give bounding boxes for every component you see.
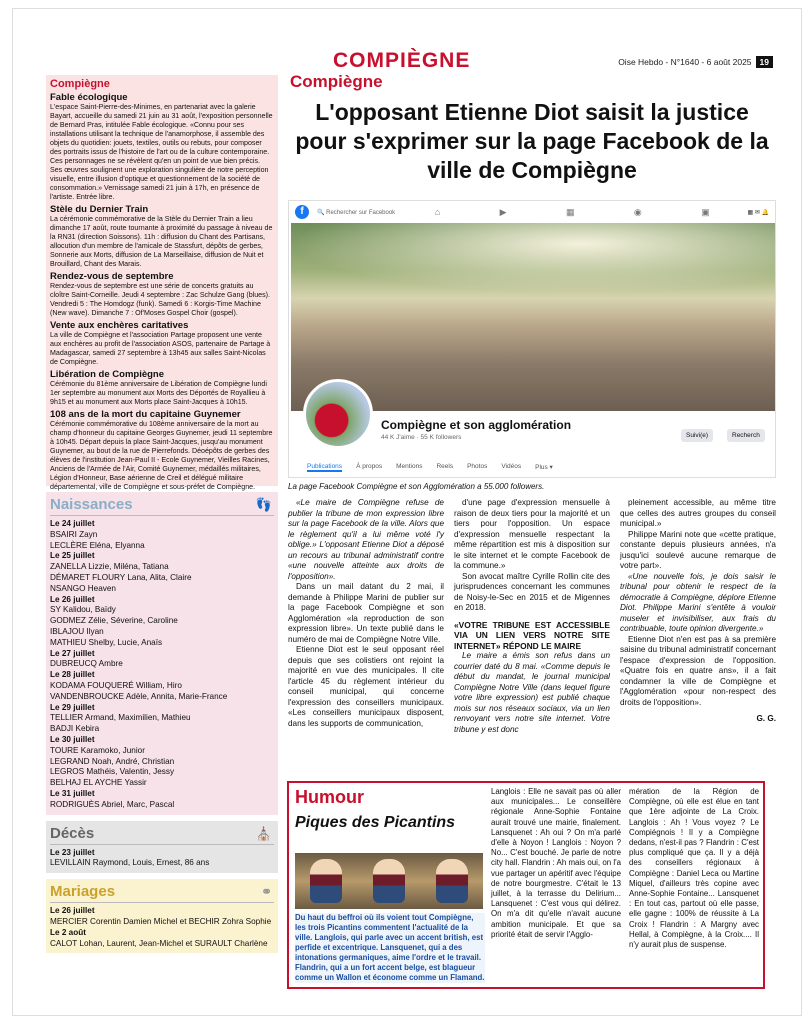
- fb-tab: Photos: [467, 463, 488, 470]
- church-icon: ⛪: [255, 825, 272, 841]
- mariages-box: [46, 879, 278, 953]
- date-line: Le 29 juillet: [50, 702, 95, 712]
- name-line: LEGROS Mathéis, Valentin, Jessy: [50, 767, 175, 777]
- date-line: Le 31 juillet: [50, 788, 95, 798]
- humour-subtitle: Piques des Picantins: [295, 814, 456, 831]
- agenda-city: Compiègne: [50, 78, 110, 90]
- fb-tab: Reels: [436, 463, 454, 470]
- fb-search: 🔍 Rechercher sur Facebook: [317, 209, 396, 216]
- agenda-item-text: Cérémonie du 81ème anniversaire de Libération de Compiègne lundi 1er septembre au monument aux Morts des Déportés de Royallieu à 9h15 et au monument aux Morts place Saint-Jacques à 10h15.: [50, 380, 267, 406]
- fb-tab: Vidéos: [501, 463, 522, 470]
- fb-avatar: [303, 379, 373, 449]
- agenda-box: [46, 75, 278, 491]
- name-line: SY Kalidou, Baïdy: [50, 605, 116, 615]
- fb-tab: Publications: [307, 463, 343, 470]
- fb-nav-icons: [405, 207, 739, 218]
- agenda-item-title: Fable écologique: [50, 92, 128, 103]
- name-line: ZANELLA Lizzie, Miléna, Tatiana: [50, 562, 169, 572]
- date-line: Le 24 juillet: [50, 519, 95, 528]
- fb-page-name: Compiègne et son agglomération: [381, 418, 572, 432]
- agenda-item-title: 108 ans de la mort du capitaine Guynemer: [50, 409, 241, 420]
- name-line: GODMEZ Zélie, Séverine, Caroline: [50, 616, 178, 626]
- article-signature: G. G.: [756, 714, 776, 723]
- deces-list: [50, 848, 274, 870]
- article-paragraph: Etienne Diot n'en est pas à sa première saisine du tribunal administratif concernant l'espace d'expression de l'opposition. «Quatre fois en quatre ans», il a fait condamner la ville de Compiègne et l'Agglomération «pour non-respect des droits de l'opposition».: [620, 634, 776, 707]
- name-line: KODAMA FOUQUERÉ William, Hiro: [50, 680, 182, 690]
- date-line: Le 26 juillet: [50, 594, 95, 604]
- name-line: IBLAJOU Ilyan: [50, 626, 104, 636]
- fb-cover-photo: [291, 223, 775, 411]
- name-line: BSAIRI Zayn: [50, 529, 98, 539]
- article-kicker: Compiègne: [290, 72, 383, 91]
- naissances-list: [50, 519, 274, 811]
- date-line: Le 27 juillet: [50, 648, 95, 658]
- video-icon: ▶: [499, 206, 507, 217]
- date-line: Le 2 août: [50, 927, 86, 937]
- article-paragraph: Philippe Marini note que «cette pratique, constante depuis plusieurs années, n'a jusqu'ici soulevé aucune remarque de votre part».: [620, 529, 776, 570]
- agenda-item-title: Rendez-vous de septembre: [50, 271, 174, 282]
- fb-tab: Mentions: [396, 463, 423, 470]
- article-paragraph: «Une nouvelle fois, je dois saisir le tribunal pour obtenir le respect de la démocratie à Compiègne, déplore Etienne Diot. Philippe Marini s'entête à vouloir museler et invisibiliser, aux frais du contribuable, toute opinion divergente.»: [620, 571, 776, 633]
- mariages-title: Mariages ⚭: [50, 881, 274, 903]
- agenda-items: [50, 92, 274, 492]
- groups-icon: ◉: [633, 206, 642, 217]
- name-line: NSANGO Heaven: [50, 583, 116, 593]
- humour-box: [287, 781, 765, 989]
- article-body: [288, 498, 776, 735]
- photo-caption: La page Facebook Compiègne et son Agglomération a 55.000 followers.: [288, 482, 545, 491]
- article-paragraph: «Le maire de Compiègne refuse de publier la tribune de mon expression libre sur la page Facebook de la ville. Alors que le règlement qu'il a lui même voté l'y oblige.» L'opposant Etienne Diot a déposé un recours au tribunal administratif contre «une nouvelle atteinte aux droits de l'opposition».: [288, 498, 444, 581]
- agenda-item-text: La cérémonie commémorative de la Stèle du Dernier Train a lieu dimanche 17 août, route tournante à proximité du passage à niveau de la RN31 (direction Soissons). 11h : diffusion du Chant des Partisans, allocution d'un membre de l'amicale de Stassfurt, dépôts de gerbes, Sonnerie aux Morts, diffusion de La Marseillaise, diffusion de Nuit et Brouillard, Chant des Marais.: [50, 215, 273, 268]
- name-line: LEVILLAIN Raymond, Louis, Ernest, 86 ans: [50, 858, 210, 868]
- article-paragraph: d'une page d'expression mensuelle à raison de deux tiers pour la majorité et un tiers pour l'opposition. Un espace d'expression mensuelle respectant la même répartition est mis à disposition sur le site internet et le compte Facebook de la commune.»: [454, 498, 610, 570]
- fb-likes: 44 K J'aime · 55 K followers: [381, 434, 462, 441]
- picantins-illustration: [295, 853, 483, 909]
- article-col-1: [288, 498, 444, 735]
- article-col-2: [454, 498, 610, 735]
- deces-box: [46, 821, 278, 874]
- agenda-item-title: Libération de Compiègne: [50, 369, 165, 380]
- name-line: BELHAJ EL AYCHE Yassir: [50, 778, 147, 788]
- fb-follow-button: Suivi(e): [681, 429, 713, 442]
- fb-tab: Plus ▾: [535, 464, 553, 471]
- name-line: MATHIEU Shelby, Lucie, Anaïs: [50, 637, 163, 647]
- name-line: DÉMARET FLOURY Lana, Alita, Claire: [50, 572, 192, 582]
- article-paragraph: Son avocat maître Cyrille Rollin cite des jurisprudences concernant les communes de Noisy-le-Sec en 2015 et de Migennes en 2018.: [454, 571, 610, 612]
- article-paragraph: Le maire a émis son refus dans un courrier daté du 8 mai. «Comme depuis le début du mandat, le journal municipal Compiègne Notre Ville (dans lequel figure votre libre expression) est publié chaque mois sur nos réseaux sociaux, via un lien renvoyant vers notre site internet. Votre tribune y est donc: [454, 651, 610, 734]
- name-line: LEGRAND Noah, André, Christian: [50, 756, 175, 766]
- name-line: CALOT Lohan, Laurent, Jean-Michel et SURAULT Charlène: [50, 938, 268, 948]
- date-line: Le 28 juillet: [50, 670, 95, 680]
- date-line: Le 26 juillet: [50, 906, 95, 916]
- naissances-title: Naissances 👣: [50, 494, 274, 516]
- menu-icon: ▦ ✉ 🔔: [747, 209, 769, 216]
- agenda-item-text: Rendez-vous de septembre est une série de concerts gratuits au cloître Saint-Corneille. Jeudi 4 septembre : Zac Schulze Gang (blues). Vendredi 5 : The Homdogz (funk). Samedi 6 : Korgis-Time Machine (New wave). Dimanche 7 : Of'Moses Gospel Choir (gospel).: [50, 282, 271, 317]
- article-paragraph: Etienne Diot est le seul opposant réel depuis que ses colistiers ont rejoint la majorité en vue des municipales. Il cite l'article 45 du règlement intérieur du conseil municipal, qui concerne l'expression des conseillers municipaux. «Les conseillers municipaux disposent, dans les supports de communication,: [288, 645, 444, 728]
- humour-col-1: Langlois : Elle ne savait pas où aller aux municipales... Le conseillère régionale Anne-Sophie Fontaine aurait trouvé une mairie, finalement. Lansquenet : Ah oui ? On m'a parlé d'elle à Noyon ! Langlois : Noyon ? No... C'est bouché. Je parle de notre city hall. Flandrin : Ah mais oui, on l'a vue partager un apéritif avec l'équipe de notre bourgmestre. C'était le 13 juillet, à la terrasse du Delirium... Lansquenet : C'est vous qui délirez. On m'a dit qu'elle n'avait aucune ambition municipale. Et que sa priorité était de servir l'Agglo-: [491, 787, 621, 939]
- deces-title: Décès ⛪: [50, 823, 274, 845]
- article-paragraph: Dans un mail datant du 2 mai, il demande à Philippe Marini de publier sur la page Facebook Compiègne et son Agglomération «la reproduction de son expression libre». Un texte publié dans le numéro de mai de Compiègne Notre Ville.: [288, 582, 444, 644]
- name-line: BADJI Kebira: [50, 724, 100, 734]
- fb-tabs: [307, 463, 553, 472]
- date-line: Le 30 juillet: [50, 734, 95, 744]
- agenda-item-title: Stèle du Dernier Train: [50, 204, 149, 215]
- date-line: Le 25 juillet: [50, 551, 95, 561]
- date-line: Le 23 juillet: [50, 847, 95, 857]
- humour-title: Humour: [295, 787, 364, 807]
- page-number: 19: [756, 56, 773, 68]
- humour-col-2: mération de la Région de Compiègne, où elle est élue en tant que 1ère adjointe de La Croix. Langlois : Ah ! Vous voyez ? Le Compiégnois ! Il y a Compiègne dedans, n'est-il pas ? Flandrin : C'est plus compliqué que ça. Il y a déjà des conseillers régionaux à Compiègne : Daniel Leca ou Martine Miquel, d'ailleurs très copine avec Anne-Sophie Fontaine... Lansquenet : En tout cas, partout où elle passe, elle gagne : 100% de réussite à La Croix ! Flandrin : A Margny avec Hellal, à Compiègne, à la Croix.... Il n'y aurait plus de suspense.: [629, 787, 759, 950]
- article-col-3: [620, 498, 776, 735]
- name-line: VANDENBROUCKE Adèle, Annita, Marie-France: [50, 691, 228, 701]
- marketplace-icon: ▦: [565, 206, 575, 217]
- article-paragraph: pleinement accessible, au même titre que celles des autres groupes du conseil municipal.»: [620, 498, 776, 528]
- agenda-item-text: L'espace Saint-Pierre-des-Minimes, en partenariat avec la galerie Bayart, accueille du samedi 21 juin au 31 août, l'exposition personnelle de Bernard Pras, intitulée Fable écologique. «Connu pour ses installations utilisant la technique de l'anamorphose, il assemble des objets du quotidien: jouets, textiles, outils ou rebuts, pour composer des portraits issus de l'histoire de l'art ou de la culture contemporaine. Ces personnages ne se révèlent qu'en un point de vue bien précis. Ses œuvres soulignent une exploration singulière de notre perception visuelle, entre illusion d'optique et questionnement de la société de consommation.» Vernissage samedi 21 juin à 17h, en présence de l'artiste. Entrée libre.: [50, 103, 273, 201]
- facebook-logo-icon: f: [295, 205, 309, 219]
- name-line: LECLÈRE Eléna, Elyanna: [50, 540, 145, 550]
- facebook-screenshot: [288, 200, 776, 478]
- naissances-box: [46, 492, 278, 815]
- section-title: COMPIÈGNE: [333, 49, 471, 72]
- fb-search-button: Recherch: [727, 429, 765, 442]
- issue-info: Oise Hebdo - N°1640 - 6 août 2025 19: [618, 56, 773, 68]
- agenda-item-text: La ville de Compiègne et l'association Partage proposent une vente aux enchères au profit de l'association ASOS, partenaire de Partage à Madagascar, samedi 27 septembre à 13h45 aux salles Saint-Nicolas de Compiègne.: [50, 331, 271, 366]
- baby-shoes-icon: 👣: [255, 497, 272, 512]
- name-line: RODRIGUÈS Abriel, Marc, Pascal: [50, 799, 175, 809]
- agenda-item-text: Cérémonie commémorative du 108ème anniversaire de la mort au champ d'honneur du capitaine Georges Guynemer, jeudi 11 septembre à 10h45. Départ depuis la place Saint-Jacques, jusqu'au monument Guynemer, au bout de la rue de Pierrefonds. Déoépôts de gerbes des élèves de l'institution Jean-Paul II - Ecole Guynemer, Vieilles Racines, Anciens de l'Armée de l'Air, Comité Guynemer, médaillés militaires, Légion d'Honneur, Base aérienne de Creil et délégué militaire départemental, ville de Compiègne et sous-préfet de Compiègne.: [50, 420, 273, 491]
- name-line: TELLIER Armand, Maximilien, Mathieu: [50, 713, 191, 723]
- left-column: [46, 75, 278, 953]
- article-title: L'opposant Etienne Diot saisit la justice pour s'exprimer sur la page Facebook de la ville de Compiègne: [295, 99, 769, 183]
- mariages-list: [50, 906, 274, 949]
- name-line: TOURE Karamoko, Junior: [50, 745, 145, 755]
- humour-caption: Du haut du beffroi où ils voient tout Compiègne, les trois Picantins commentent l'actualité de la ville. Langlois, qui parle avec un accent british, est perfide et excentrique. Lansquenet, qui a des intonations germaniques, aime l'ordre et le travail. Flandrin, qui a un fort accent belge, est blagueur comme un Wallon et économe comme un Flamand.: [295, 913, 485, 982]
- name-line: MERCIER Corentin Damien Michel et BECHIR Zohra Sophie: [50, 916, 272, 926]
- gaming-icon: ▣: [701, 206, 710, 217]
- fb-tab: À propos: [356, 463, 383, 470]
- agenda-item-title: Vente aux enchères caritatives: [50, 320, 189, 331]
- name-line: DUBREUCQ Ambre: [50, 659, 123, 669]
- rings-icon: ⚭: [261, 884, 272, 900]
- home-icon: ⌂: [434, 206, 441, 217]
- article-subhead: «VOTRE TRIBUNE EST ACCESSIBLE VIA UN LIEN VERS NOTRE SITE INTERNET» RÉPOND LE MAIRE: [454, 619, 610, 651]
- fb-topbar: [289, 201, 775, 223]
